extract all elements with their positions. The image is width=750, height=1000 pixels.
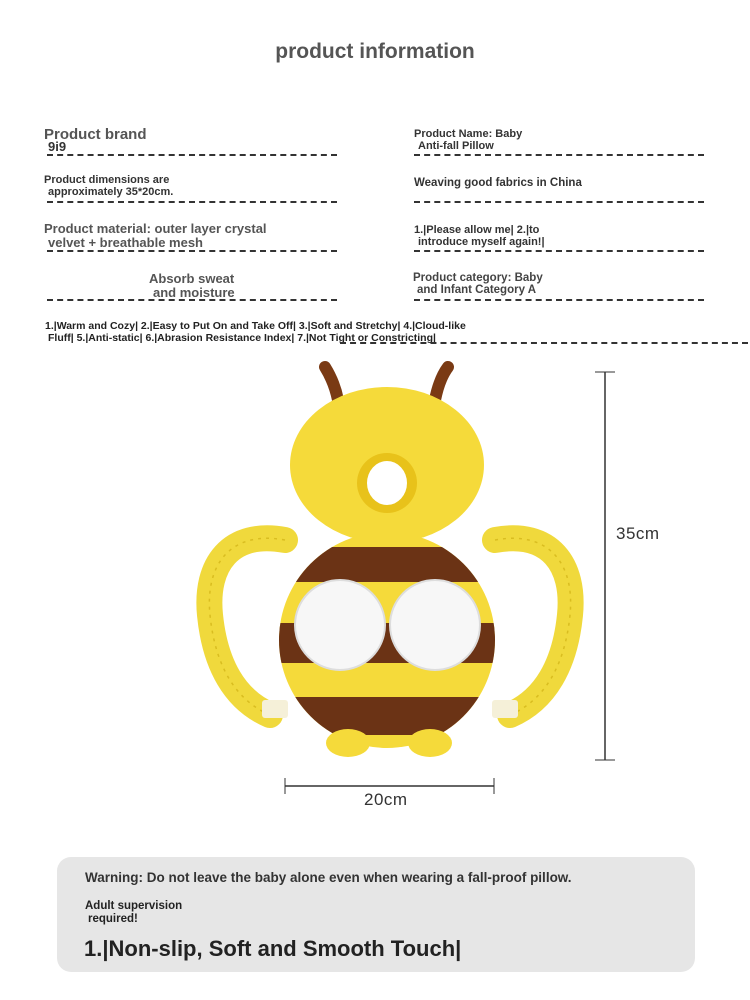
divider: [47, 250, 337, 252]
product-category: [413, 272, 543, 296]
touch-feature: 1.|Non-slip, Soft and Smooth Touch|: [84, 936, 462, 961]
feature-line-2: Fluff| 5.|Anti-static| 6.|Abrasion Resistance Index| 7.|Not Tight or Constricting|: [48, 332, 436, 345]
intro-text: [414, 225, 545, 248]
right-strap: [495, 538, 571, 715]
brand-label: Product brand: [44, 126, 147, 143]
adult-line-2: required!: [88, 912, 138, 925]
divider: [414, 201, 704, 203]
divider: [414, 250, 704, 252]
product-name: [414, 129, 522, 152]
category-line-2: and Infant Category A: [417, 284, 537, 297]
divider: [414, 154, 704, 156]
product-dimensions-line-1: Product dimensions are: [44, 174, 170, 186]
brand-value: 9i9: [48, 139, 67, 154]
product-dimensions-line-2: approximately 35*20cm.: [48, 185, 174, 198]
page-title: product information: [275, 40, 475, 63]
product-name-line-2: Anti-fall Pillow: [418, 139, 494, 152]
divider: [47, 201, 337, 203]
left-antenna: [325, 367, 338, 400]
product-material-line-2: velvet + breathable mesh: [48, 234, 203, 250]
absorb-line-1: Absorb sweat: [149, 271, 235, 286]
left-wing: [295, 580, 385, 670]
fabric-origin: Weaving good fabrics in China: [414, 177, 582, 189]
divider: [47, 299, 337, 301]
intro-line-1: 1.|Please allow me| 2.|to: [414, 224, 540, 236]
feature-list: [45, 320, 605, 344]
divider: [414, 299, 704, 301]
height-label: 35cm: [616, 524, 660, 543]
product-material-line-1: Product material: outer layer crystal: [44, 221, 267, 236]
left-foot: [326, 729, 370, 757]
intro-line-2: introduce myself again!|: [418, 235, 545, 248]
right-foot: [408, 729, 452, 757]
category-line-1: Product category: Baby: [413, 272, 543, 284]
left-strap: [209, 538, 285, 715]
warning-text: Warning: Do not leave the baby alone even when wearing a fall-proof pillow.: [85, 870, 572, 885]
right-antenna: [435, 367, 448, 400]
head-hole: [367, 461, 407, 505]
product-name-line-1: Product Name: Baby: [414, 128, 523, 140]
bee-pillow-image: [190, 355, 590, 765]
divider: [340, 342, 748, 344]
absorb-sweat: [149, 272, 235, 299]
height-marker: [590, 370, 620, 762]
product-dimensions: [44, 175, 173, 198]
right-wing: [390, 580, 480, 670]
absorb-line-2: and moisture: [153, 284, 235, 300]
adult-supervision: [85, 900, 182, 925]
divider: [47, 154, 337, 156]
adult-line-1: Adult supervision: [85, 900, 183, 912]
width-label: 20cm: [364, 790, 408, 809]
product-material: [44, 222, 267, 249]
feature-line-1: 1.|Warm and Cozy| 2.|Easy to Put On and Take Off| 3.|Soft and Stretchy| 4.|Cloud-like: [45, 320, 466, 332]
